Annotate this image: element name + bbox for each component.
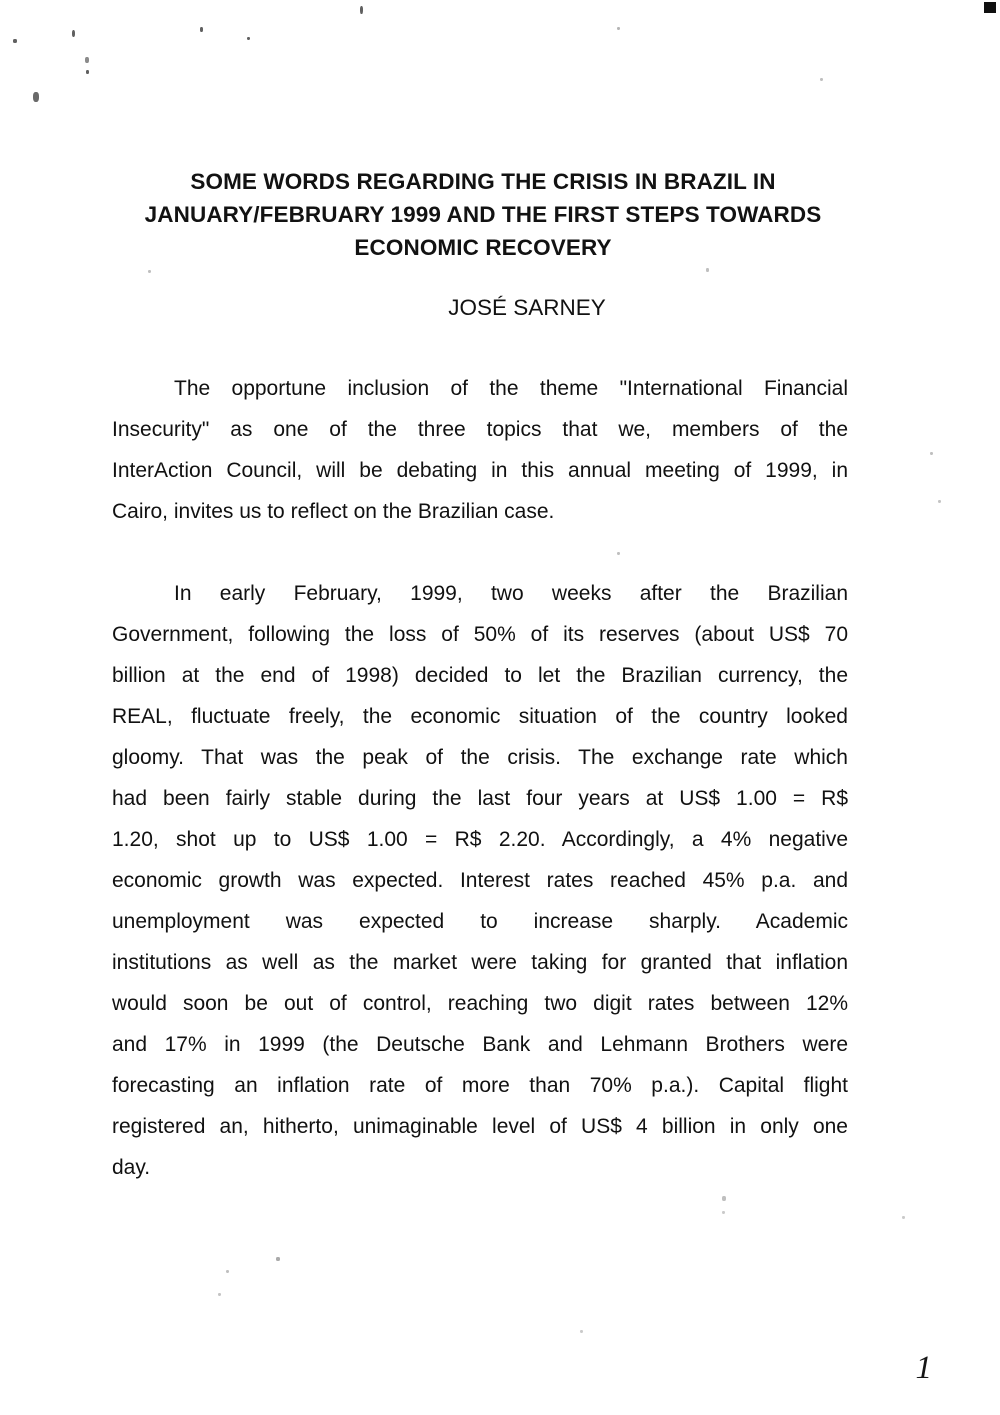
paragraph-line-text: would soon be out of control, reaching two digit rates between 12% [112,992,848,1015]
paragraph-line [112,778,848,819]
paragraph-line [112,1147,848,1188]
paragraph-line-text: gloomy. That was the peak of the crisis. The exchange rate which [112,746,848,769]
paragraph-line [112,614,848,655]
paragraph-text [112,573,848,1188]
scan-edge-artifact [984,2,996,13]
scan-speckle [200,27,203,32]
paragraph-line-text: Cairo, invites us to reflect on the Brazilian case. [112,500,555,523]
scan-speckle [247,37,250,40]
paragraph-line [112,409,848,450]
paragraph-line-text: unemployment was expected to increase sharply. Academic [112,910,848,933]
body-paragraph-1 [112,368,848,532]
paragraph-line [112,1065,848,1106]
paragraph-line [112,860,848,901]
scan-speckle [86,70,89,74]
paragraph-line-text: InterAction Council, will be debating in this annual meeting of 1999, in [112,459,848,482]
scan-speckle [360,6,363,14]
document-title-line: ECONOMIC RECOVERY [354,235,612,261]
scan-speckle [722,1211,725,1214]
scan-speckle [617,552,620,555]
paragraph-line [112,491,848,532]
paragraph-line-text: In early February, 1999, two weeks after the Brazilian [174,582,848,605]
scan-speckle [580,1330,583,1333]
scan-speckle [902,1216,905,1219]
paragraph-line-text: The opportune inclusion of the theme "International Financial [174,377,848,400]
paragraph-text [112,368,848,532]
paragraph-line [112,368,848,409]
paragraph-line [112,655,848,696]
paragraph-line-text: had been fairly stable during the last four years at US$ 1.00 = R$ [112,787,848,810]
scan-speckle [276,1257,280,1261]
paragraph-line [112,819,848,860]
paragraph-line-text: day. [112,1156,151,1179]
scan-speckle [938,500,941,503]
paragraph-line [112,942,848,983]
scan-speckle [706,268,709,272]
scan-speckle [820,78,823,81]
paragraph-line [112,737,848,778]
paragraph-line-text: forecasting an inflation rate of more than 70% p.a.). Capital flight [112,1074,848,1097]
scan-speckle [13,39,17,43]
scan-speckle [72,30,75,37]
paragraph-line-text: and 17% in 1999 (the Deutsche Bank and Lehmann Brothers were [112,1033,848,1056]
page-number: 1 [915,1350,932,1386]
paragraph-line-text: 1.20, shot up to US$ 1.00 = R$ 2.20. Accordingly, a 4% negative [112,828,848,851]
scan-speckle [33,92,39,102]
scan-speckle [226,1270,229,1273]
scan-speckle [85,57,89,63]
document-title [112,165,854,264]
paragraph-line-text: Insecurity" as one of the three topics that we, members of the [112,418,848,441]
paragraph-line-text: Government, following the loss of 50% of its reserves (about US$ 70 [112,623,848,646]
paragraph-line [112,573,848,614]
scan-speckle [218,1293,221,1296]
paragraph-line [112,983,848,1024]
author-name: JOSÉ SARNEY [448,295,606,320]
paragraph-line-text: institutions as well as the market were taking for granted that inflation [112,951,848,974]
document-title-line: JANUARY/FEBRUARY 1999 AND THE FIRST STEPS TOWARDS [144,202,822,228]
paragraph-line-text: economic growth was expected. Interest rates reached 45% p.a. and [112,869,848,892]
paragraph-line-text: REAL, fluctuate freely, the economic situation of the country looked [112,705,848,728]
paragraph-line [112,901,848,942]
scan-speckle [722,1196,726,1201]
paragraph-line [112,450,848,491]
scan-speckle [148,270,151,273]
paragraph-line-text: registered an, hitherto, unimaginable level of US$ 4 billion in only one [112,1115,848,1138]
scan-speckle [930,452,933,455]
scan-speckle [617,27,620,30]
paragraph-line-text: billion at the end of 1998) decided to let the Brazilian currency, the [112,664,848,687]
document-title-line: SOME WORDS REGARDING THE CRISIS IN BRAZIL IN [190,169,776,195]
paragraph-line [112,696,848,737]
paragraph-line [112,1024,848,1065]
body-paragraph-2 [112,573,848,1188]
paragraph-line [112,1106,848,1147]
